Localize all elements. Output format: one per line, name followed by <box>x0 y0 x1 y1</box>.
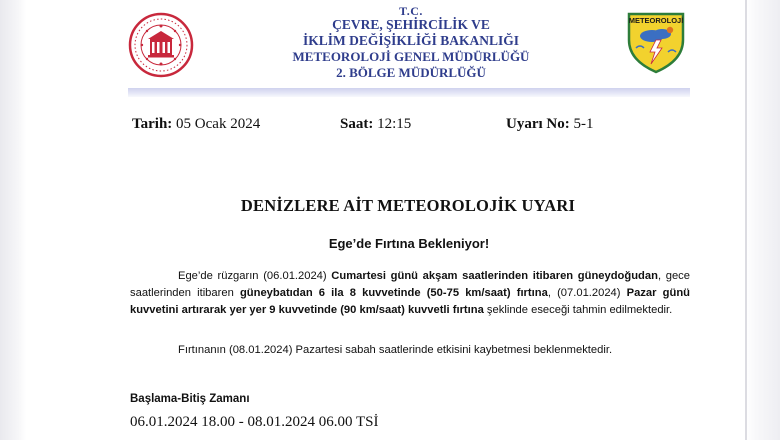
date-label: Tarih: <box>132 116 173 132</box>
document-title: DENİZLERE AİT METEOROLOJİK UYARI <box>240 196 576 215</box>
header-directorate: METEOROLOJİ GENEL MÜDÜRLÜĞÜ <box>292 49 530 64</box>
para1-text-1: Ege’de rüzgarın (06.01.2024) <box>178 270 332 282</box>
header-tc: T.C. <box>399 4 423 18</box>
warning-number-field <box>506 116 594 133</box>
logo-label: METEOROLOJİ <box>628 16 684 25</box>
period-value: 06.01.2024 18.00 - 08.01.2024 06.00 TSİ <box>130 414 379 430</box>
left-page-shadow <box>0 0 26 440</box>
para1-text-4: şeklinde eseceği tahmin edilmektedir. <box>483 303 673 316</box>
meteoroloji-shield-logo <box>626 10 686 74</box>
time-label: Saat: <box>340 116 374 132</box>
header-divider <box>128 88 690 97</box>
para2-text: Fırtınanın (08.01.2024) Pazartesi sabah saatlerinde etkisini kaybetmesi beklenmektedir. <box>178 344 613 356</box>
warning-number-value: 5-1 <box>573 116 594 132</box>
warning-number-label: Uyarı No: <box>506 116 570 132</box>
date-value: 05 Ocak 2024 <box>176 116 261 132</box>
end-of-storm-paragraph <box>130 342 690 359</box>
header-ministry-line2: İKLİM DEĞİŞİKLİĞİ BAKANLIĞI <box>302 33 520 48</box>
time-field <box>340 116 411 133</box>
page-edge-line <box>745 0 747 440</box>
period-label: Başlama-Bitiş Zamanı <box>130 393 250 405</box>
para1-text-2: , gece saatlerinden itibaren <box>130 270 690 299</box>
right-page-shadow <box>746 0 780 440</box>
document-subtitle: Ege’de Fırtına Bekleniyor! <box>328 236 490 251</box>
header-regional-office: 2. BÖLGE MÜDÜRLÜĞÜ <box>336 65 486 80</box>
ministry-seal-logo <box>128 12 194 78</box>
time-value: 12:15 <box>377 116 412 132</box>
header-ministry-line1: ÇEVRE, ŞEHİRCİLİK VE <box>332 17 490 32</box>
forecast-paragraph <box>130 268 690 318</box>
para1-bold-1: Cumartesi günü akşam saatlerinden itibaren güneydoğudan <box>331 270 658 282</box>
para1-bold-2: güneybatıdan 6 ila 8 kuvvetinde (50-75 km/saat) fırtına <box>239 286 548 299</box>
para1-bold-3: Pazar günü kuvvetini artırarak yer yer 9 kuvvetinde (90 km/saat) kuvvetli fırtına <box>130 286 690 316</box>
para1-text-3: , (07.01.2024) <box>547 286 627 299</box>
date-field <box>132 116 260 133</box>
